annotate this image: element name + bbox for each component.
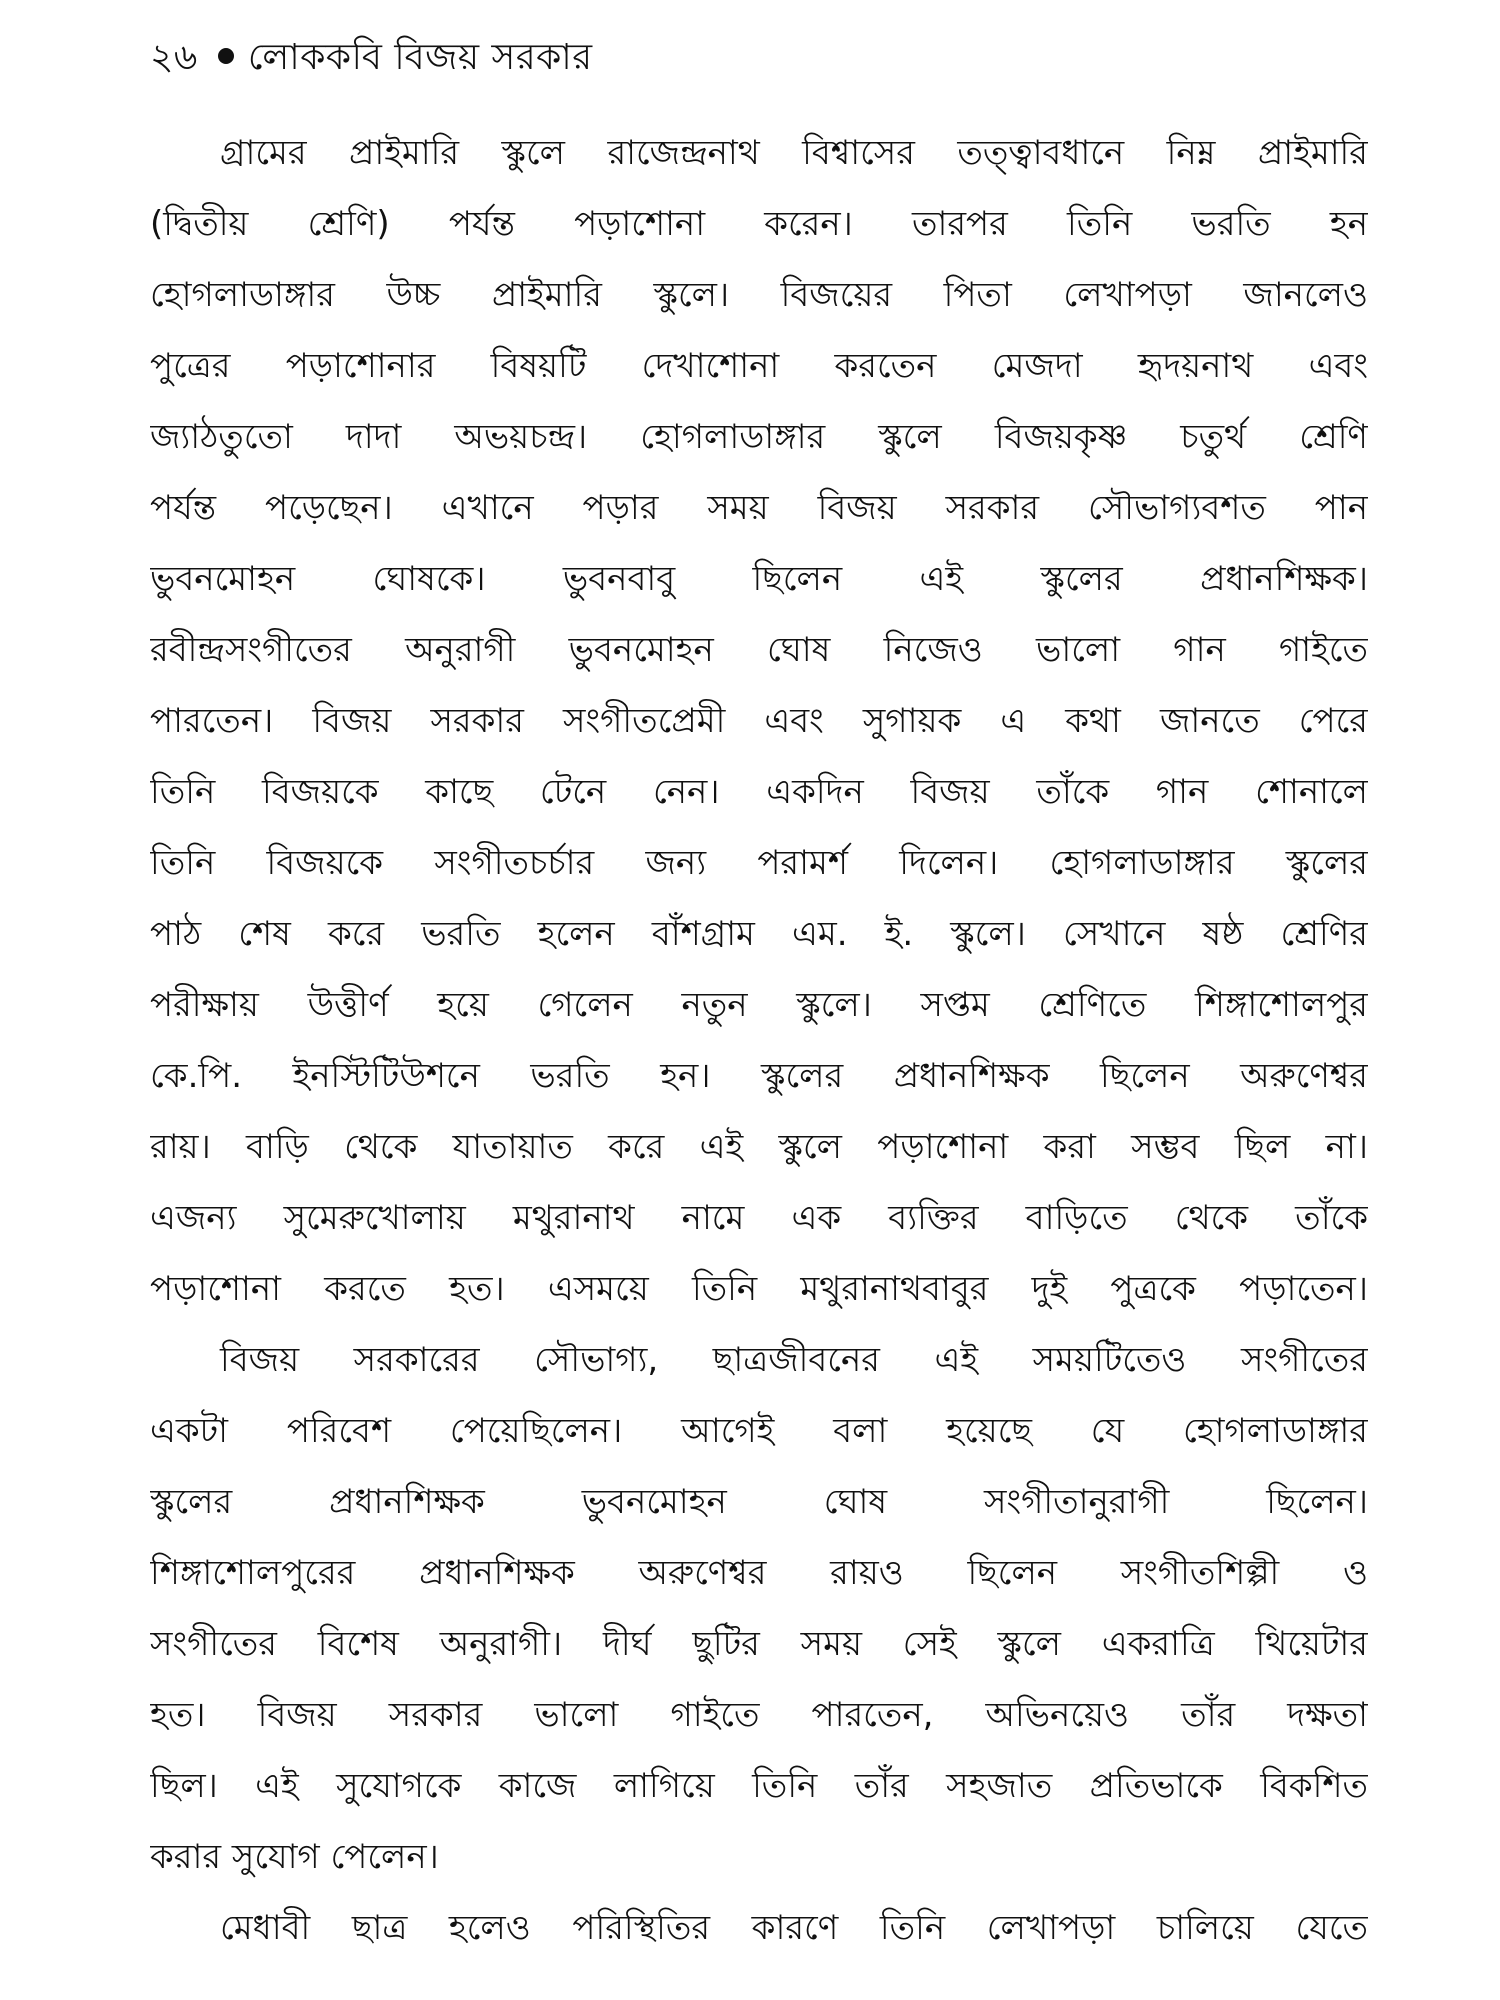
text-line: পাঠ শেষ করে ভরতি হলেন বাঁশগ্রাম এম. ই. স্কুলে। সেখানে ষষ্ঠ শ্রেণির bbox=[150, 914, 1368, 954]
text-line: ছিল। এই সুযোগকে কাজে লাগিয়ে তিনি তাঁর সহজাত প্রতিভাকে বিকশিত bbox=[150, 1766, 1368, 1806]
text-line: সংগীতের বিশেষ অনুরাগী। দীর্ঘ ছুটির সময় সেই স্কুলে একরাত্রি থিয়েটার bbox=[150, 1624, 1368, 1664]
text-line: পারতেন। বিজয় সরকার সংগীতপ্রেমী এবং সুগায়ক এ কথা জানতে পেরে bbox=[150, 701, 1368, 741]
text-line: গ্রামের প্রাইমারি স্কুলে রাজেন্দ্রনাথ বিশ্বাসের তত্ত্বাবধানে নিম্ন প্রাইমারি bbox=[220, 133, 1368, 173]
running-head bbox=[150, 28, 593, 88]
book-title: লোককবি বিজয় সরকার bbox=[247, 37, 593, 78]
text-line: বিজয় সরকারের সৌভাগ্য, ছাত্রজীবনের এই সময়টিতেও সংগীতের bbox=[220, 1340, 1368, 1380]
text-line: করার সুযোগ পেলেন। bbox=[150, 1837, 439, 1877]
text-line: মেধাবী ছাত্র হলেও পরিস্থিতির কারণে তিনি লেখাপড়া চালিয়ে যেতে bbox=[220, 1908, 1368, 1948]
text-line: পর্যন্ত পড়েছেন। এখানে পড়ার সময় বিজয় সরকার সৌভাগ্যবশত পান bbox=[150, 488, 1368, 528]
text-line: হোগলাডাঙ্গার উচ্চ প্রাইমারি স্কুলে। বিজয়ের পিতা লেখাপড়া জানলেও bbox=[150, 275, 1368, 315]
text-line: পড়াশোনা করতে হত। এসময়ে তিনি মথুরানাথবাবুর দুই পুত্রকে পড়াতেন। bbox=[150, 1269, 1368, 1309]
text-line: তিনি বিজয়কে সংগীতচর্চার জন্য পরামর্শ দিলেন। হোগলাডাঙ্গার স্কুলের bbox=[150, 843, 1368, 883]
bullet-icon bbox=[218, 48, 234, 64]
text-line: এজন্য সুমেরুখোলায় মথুরানাথ নামে এক ব্যক্তির বাড়িতে থেকে তাঁকে bbox=[150, 1198, 1368, 1238]
body-text bbox=[150, 118, 1368, 1964]
text-line: (দ্বিতীয় শ্রেণি) পর্যন্ত পড়াশোনা করেন। তারপর তিনি ভরতি হন bbox=[150, 204, 1368, 244]
text-line: রায়। বাড়ি থেকে যাতায়াত করে এই স্কুলে পড়াশোনা করা সম্ভব ছিল না। bbox=[150, 1127, 1368, 1167]
page-number: ২৬ bbox=[150, 37, 198, 78]
text-line: ভুবনমোহন ঘোষকে। ভুবনবাবু ছিলেন এই স্কুলের প্রধানশিক্ষক। bbox=[150, 559, 1368, 599]
text-line: একটা পরিবেশ পেয়েছিলেন। আগেই বলা হয়েছে যে হোগলাডাঙ্গার bbox=[150, 1411, 1368, 1451]
text-line: তিনি বিজয়কে কাছে টেনে নেন। একদিন বিজয় তাঁকে গান শোনালে bbox=[150, 772, 1368, 812]
text-line: পুত্রের পড়াশোনার বিষয়টি দেখাশোনা করতেন মেজদা হৃদয়নাথ এবং bbox=[150, 346, 1368, 386]
text-line: রবীন্দ্রসংগীতের অনুরাগী ভুবনমোহন ঘোষ নিজেও ভালো গান গাইতে bbox=[150, 630, 1368, 670]
text-line: পরীক্ষায় উত্তীর্ণ হয়ে গেলেন নতুন স্কুলে। সপ্তম শ্রেণিতে শিঙ্গাশোলপুর bbox=[150, 985, 1368, 1025]
text-line: কে.পি. ইনস্টিটিউশনে ভরতি হন। স্কুলের প্রধানশিক্ষক ছিলেন অরুণেশ্বর bbox=[150, 1056, 1368, 1096]
text-line: হত। বিজয় সরকার ভালো গাইতে পারতেন, অভিনয়েও তাঁর দক্ষতা bbox=[150, 1695, 1368, 1735]
text-line: জ্যাঠতুতো দাদা অভয়চন্দ্র। হোগলাডাঙ্গার স্কুলে বিজয়কৃষ্ণ চতুর্থ শ্রেণি bbox=[150, 417, 1368, 457]
text-line: স্কুলের প্রধানশিক্ষক ভুবনমোহন ঘোষ সংগীতানুরাগী ছিলেন। bbox=[150, 1482, 1368, 1522]
text-line: শিঙ্গাশোলপুরের প্রধানশিক্ষক অরুণেশ্বর রায়ও ছিলেন সংগীতশিল্পী ও bbox=[150, 1553, 1368, 1593]
